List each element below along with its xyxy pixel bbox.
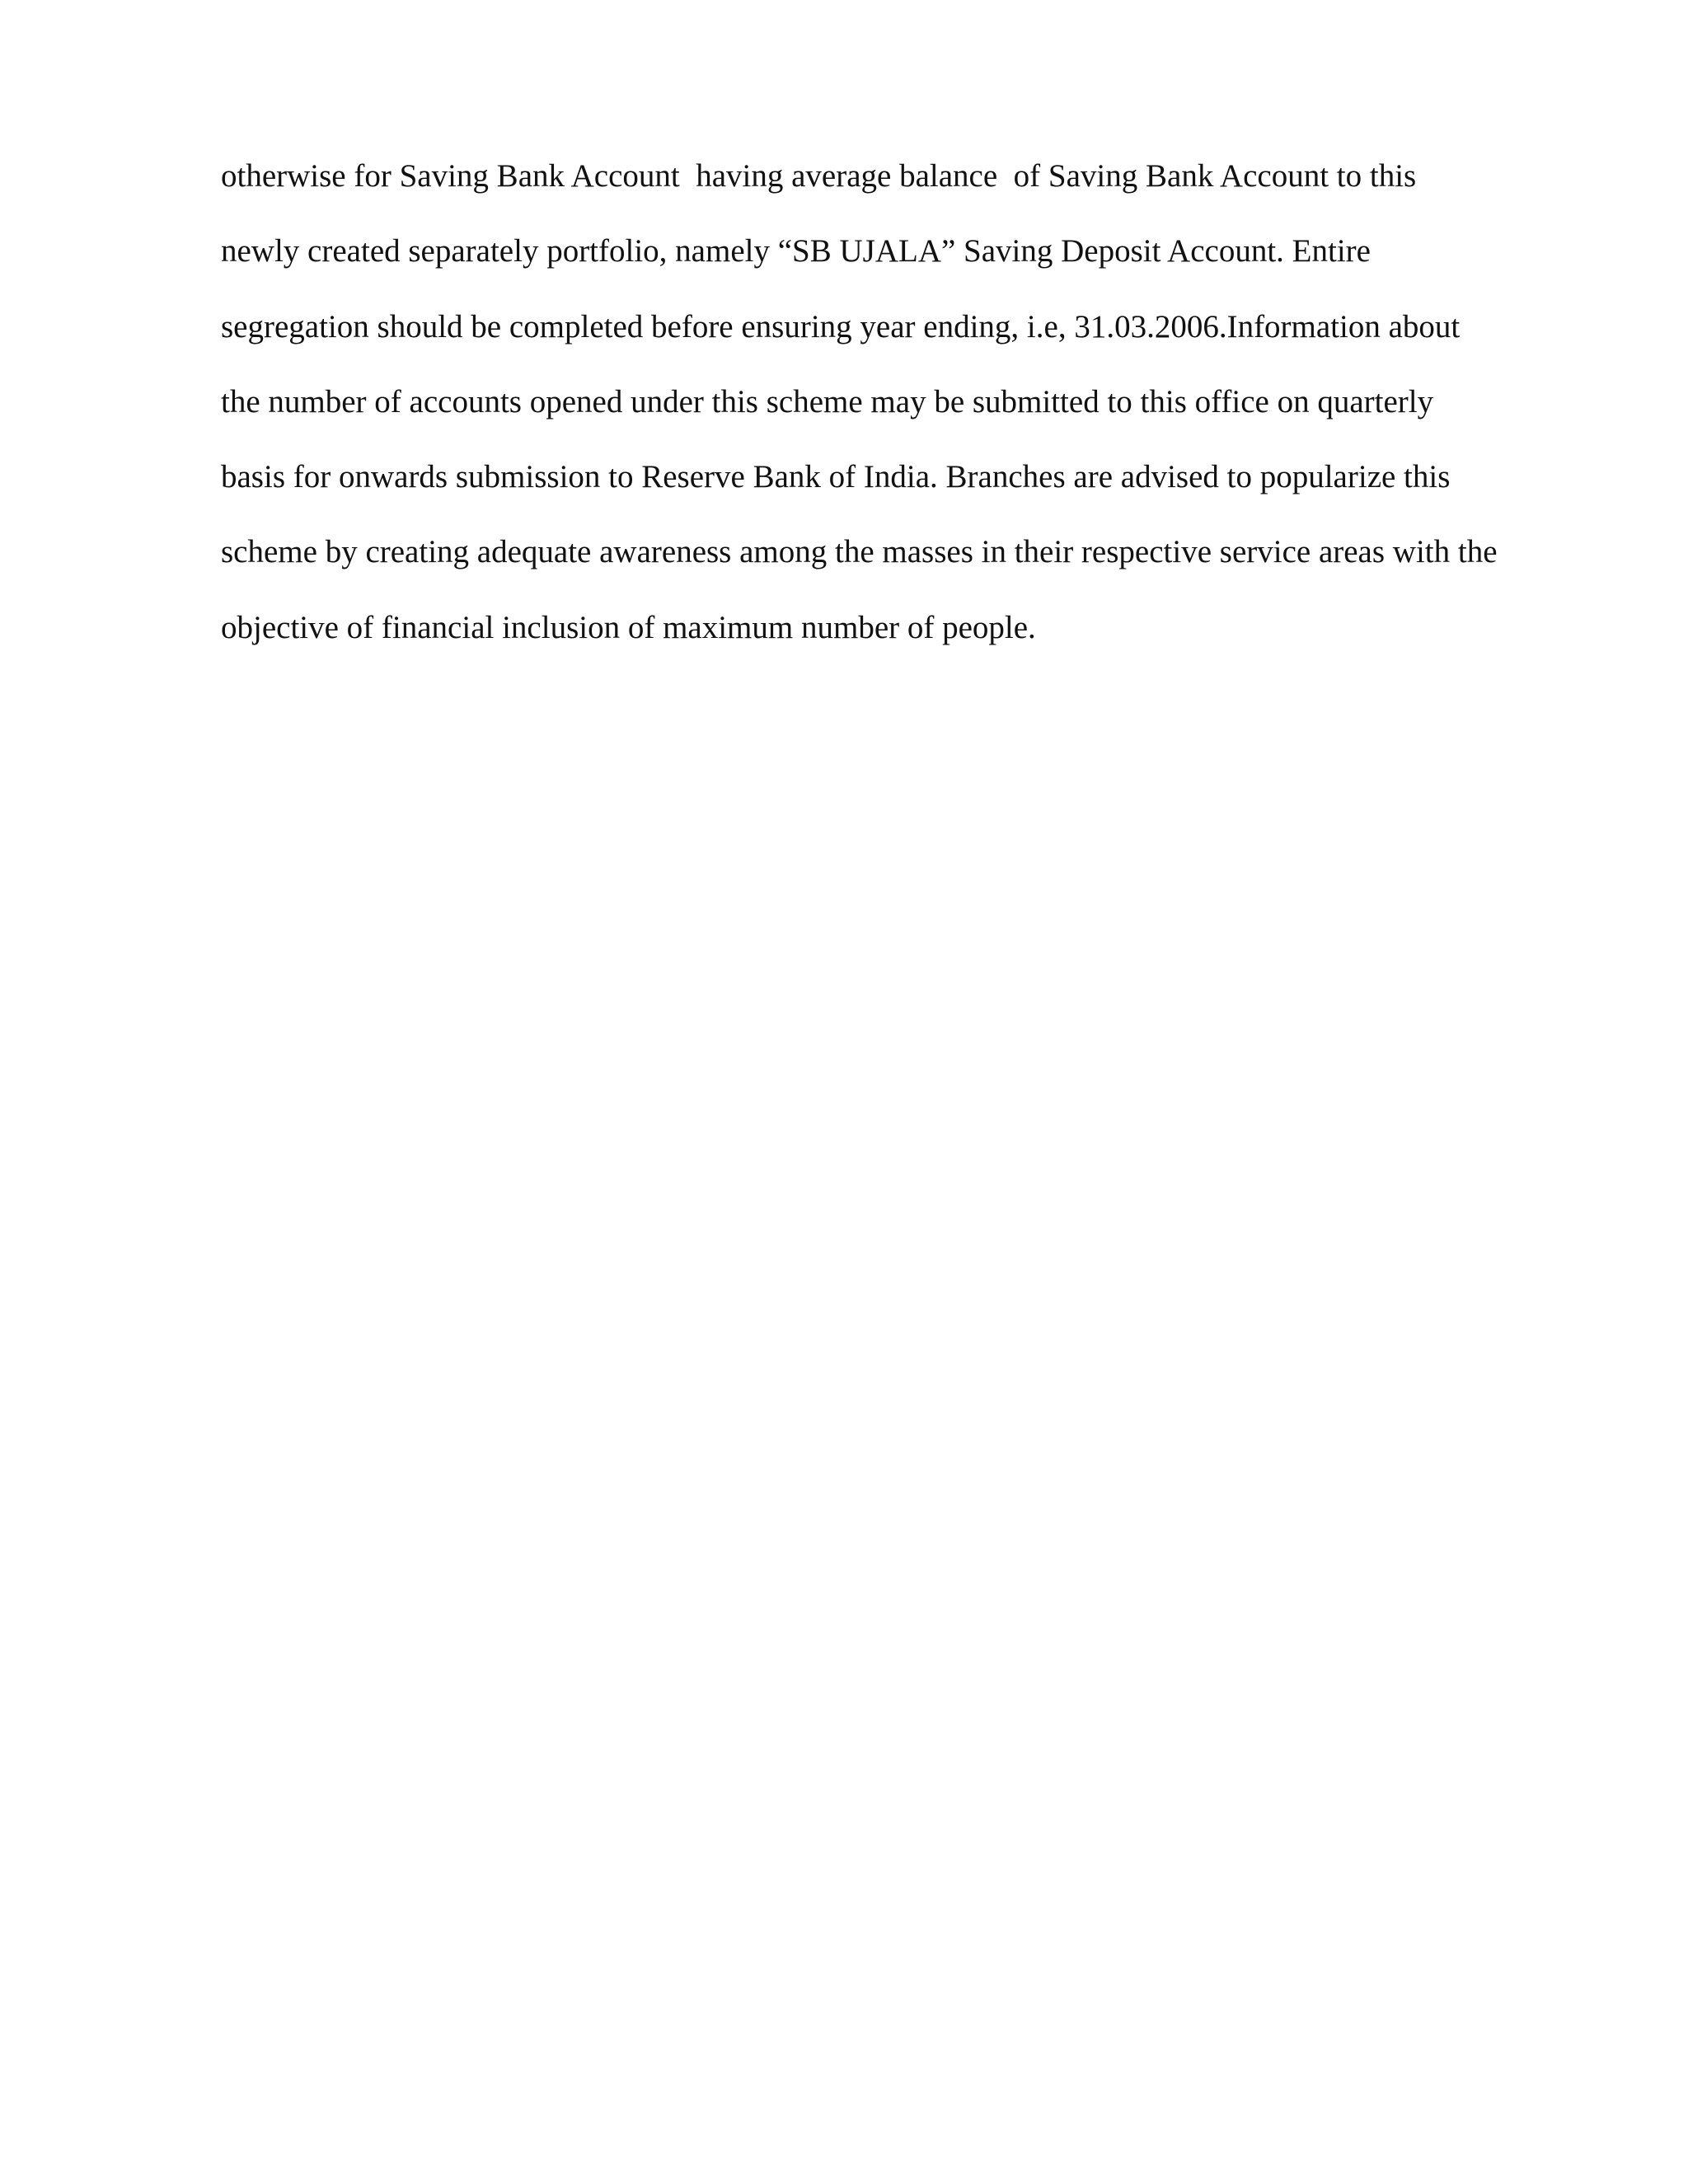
body-paragraph — [221, 138, 1556, 665]
paragraph-line: otherwise for Saving Bank Account having average balance of Saving Bank Account to this — [221, 158, 1417, 194]
paragraph-line: the number of accounts opened under this scheme may be submitted to this office on quarterly — [221, 383, 1434, 419]
paragraph-line: newly created separately portfolio, namely “SB UJALA” Saving Deposit Account. Entire — [221, 233, 1371, 269]
paragraph-line: basis for onwards submission to Reserve Bank of India. Branches are advised to popularize this — [221, 459, 1451, 495]
paragraph-line: scheme by creating adequate awareness among the masses in their respective service areas with the — [221, 534, 1498, 570]
paragraph-line: objective of financial inclusion of maximum number of people. — [221, 609, 1036, 645]
paragraph-line: segregation should be completed before ensuring year ending, i.e, 31.03.2006.Information about — [221, 308, 1461, 344]
